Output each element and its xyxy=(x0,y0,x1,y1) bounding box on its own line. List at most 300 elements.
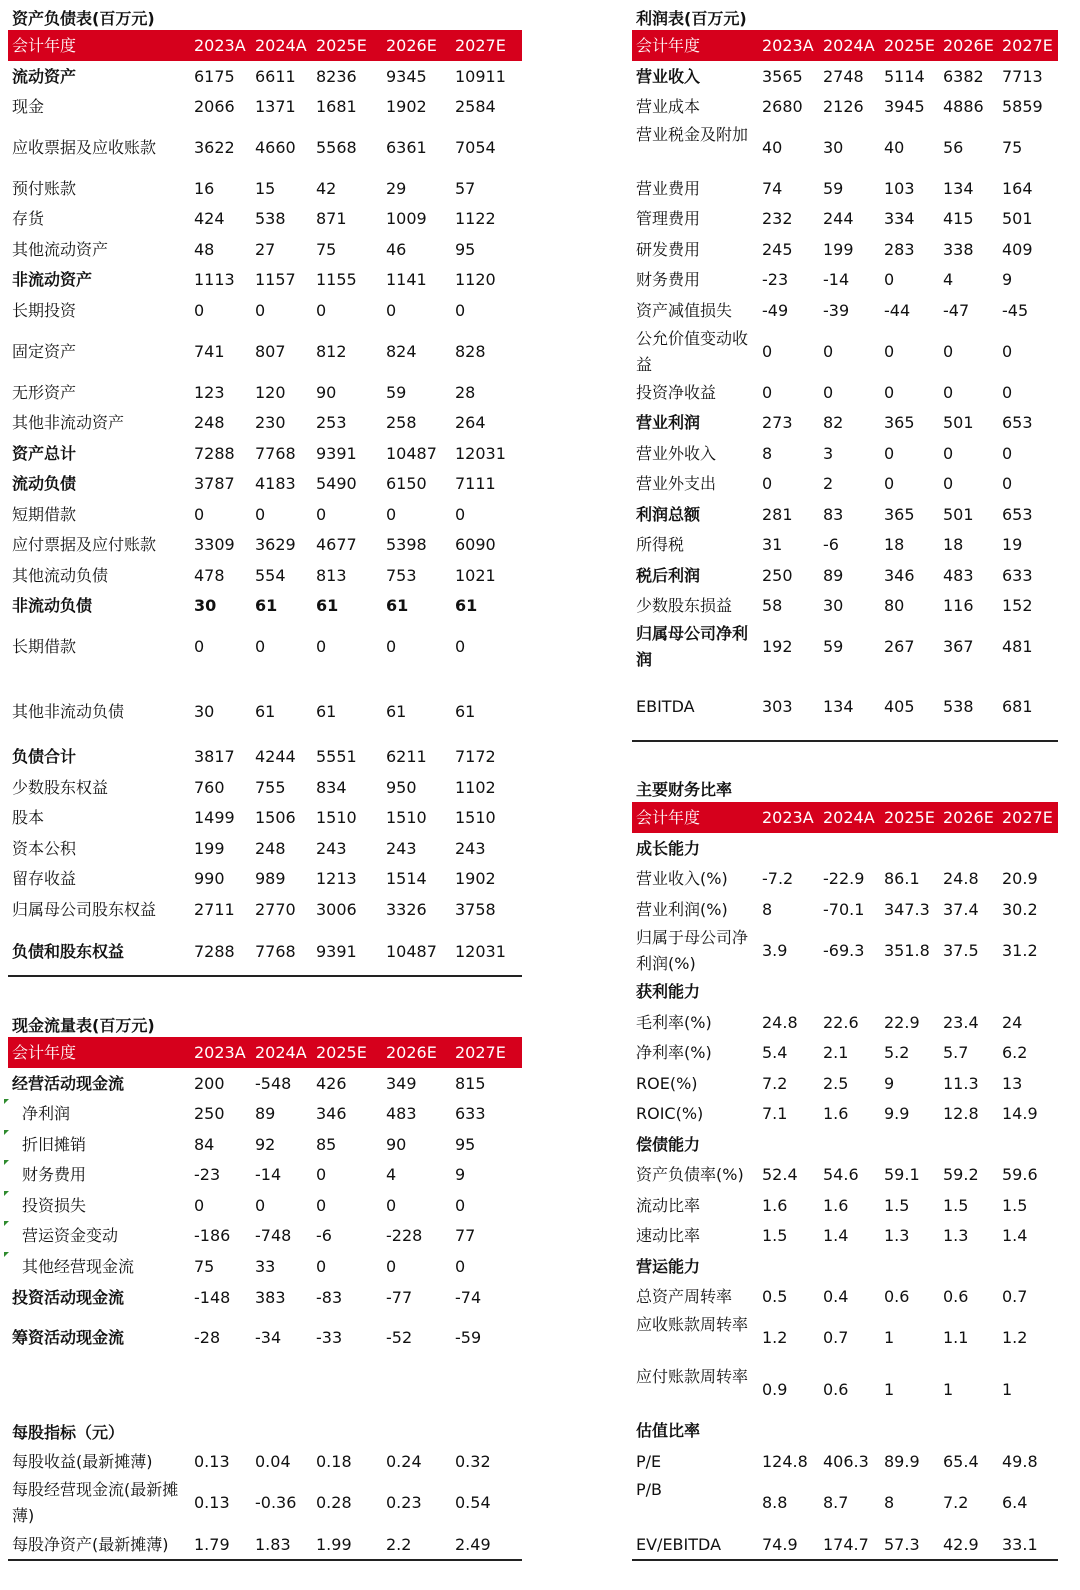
row-value: 273 xyxy=(762,413,793,432)
row-value: 1371 xyxy=(255,97,296,116)
row-value: 245 xyxy=(762,240,793,259)
table-row xyxy=(8,692,522,732)
row-value: 1499 xyxy=(194,808,235,827)
header-year-col: 2025E xyxy=(316,1043,367,1062)
row-value: 57 xyxy=(455,179,476,198)
header-year-col: 2023A xyxy=(194,36,246,55)
row-value: 95 xyxy=(455,1135,476,1154)
row-value: 4244 xyxy=(255,747,296,766)
row-value: 82 xyxy=(823,413,844,432)
table-row xyxy=(8,235,522,265)
row-value: 4 xyxy=(386,1165,397,1184)
row-label: 非流动资产 xyxy=(12,270,93,289)
row-value: 2770 xyxy=(255,900,296,919)
row-value: 30 xyxy=(823,596,844,615)
row-value: -77 xyxy=(386,1288,413,1307)
row-value: 0.32 xyxy=(455,1452,491,1471)
row-value: 4886 xyxy=(943,97,984,116)
row-value: 74.9 xyxy=(762,1535,798,1554)
row-value: 1 xyxy=(884,1328,895,1347)
row-value: 813 xyxy=(316,566,347,585)
table-row xyxy=(632,296,1058,326)
row-label: 长期投资 xyxy=(12,301,77,320)
row-value: 0.7 xyxy=(1002,1287,1028,1306)
header-year-col: 2026E xyxy=(943,36,994,55)
row-label: 流动比率 xyxy=(636,1196,701,1215)
row-value: 1.5 xyxy=(1002,1196,1028,1215)
table-row xyxy=(8,1530,522,1560)
row-value: -59 xyxy=(455,1328,482,1347)
row-value: 1902 xyxy=(455,869,496,888)
row-value: 2.49 xyxy=(455,1535,491,1554)
row-value: 1157 xyxy=(255,270,296,289)
row-value: 1514 xyxy=(386,869,427,888)
row-value: 812 xyxy=(316,342,347,361)
row-value: 7172 xyxy=(455,747,496,766)
row-label: 营业费用 xyxy=(636,179,701,198)
row-label: 少数股东损益 xyxy=(636,596,733,615)
row-value: 230 xyxy=(255,413,286,432)
row-value: 18 xyxy=(943,535,964,554)
header-year-col: 2027E xyxy=(455,36,506,55)
row-value: 0 xyxy=(1002,383,1013,402)
row-value: 347.3 xyxy=(884,900,930,919)
row-value: 828 xyxy=(455,342,486,361)
row-value: 243 xyxy=(316,839,347,858)
row-value: 59 xyxy=(823,179,844,198)
header-fiscal-year: 会计年度 xyxy=(12,1043,77,1062)
row-value: 59 xyxy=(386,383,407,402)
row-value: 0 xyxy=(884,383,895,402)
table-row xyxy=(8,1069,522,1099)
table-row xyxy=(632,977,1058,1007)
table-row xyxy=(632,92,1058,122)
row-value: 74 xyxy=(762,179,783,198)
row-value: 30.2 xyxy=(1002,900,1038,919)
table-row xyxy=(632,1252,1058,1282)
row-label: 速动比率 xyxy=(636,1226,701,1245)
row-value: 248 xyxy=(255,839,286,858)
header-year-col: 2023A xyxy=(762,808,814,827)
table-row xyxy=(632,1530,1058,1560)
row-value: 120 xyxy=(255,383,286,402)
row-value: 8 xyxy=(884,1493,895,1512)
row-value: 501 xyxy=(943,505,974,524)
row-value: 0 xyxy=(255,505,266,524)
row-label: 少数股东权益 xyxy=(12,778,109,797)
row-value: 10911 xyxy=(455,67,506,86)
row-value: 56 xyxy=(943,138,964,157)
row-value: 13 xyxy=(1002,1074,1023,1093)
table-row xyxy=(8,627,522,667)
row-value: 1.5 xyxy=(884,1196,910,1215)
row-value: 367 xyxy=(943,637,974,656)
table-header-bar xyxy=(8,30,522,61)
row-value: 30 xyxy=(823,138,844,157)
row-label: 成长能力 xyxy=(636,839,701,858)
green-corner-marker xyxy=(4,1191,9,1196)
row-label: 获利能力 xyxy=(636,982,701,1001)
row-value: 61 xyxy=(386,596,409,615)
row-value: 19 xyxy=(1002,535,1023,554)
row-value: 346 xyxy=(884,566,915,585)
table-row xyxy=(8,92,522,122)
row-value: 6175 xyxy=(194,67,235,86)
row-value: 200 xyxy=(194,1074,225,1093)
row-label: 公允价值变动收益 xyxy=(636,329,749,374)
row-value: 9 xyxy=(455,1165,466,1184)
row-value: 10487 xyxy=(386,942,437,961)
row-value: 103 xyxy=(884,179,915,198)
row-value: 264 xyxy=(455,413,486,432)
row-value: 406.3 xyxy=(823,1452,869,1471)
table-row xyxy=(632,122,1058,174)
row-value: 483 xyxy=(943,566,974,585)
row-value: 989 xyxy=(255,869,286,888)
row-value: 16 xyxy=(194,179,215,198)
table-row xyxy=(8,773,522,803)
row-value: 77 xyxy=(455,1226,476,1245)
row-label: 非流动负债 xyxy=(12,596,93,615)
row-value: 54.6 xyxy=(823,1165,859,1184)
row-label: 其他流动负债 xyxy=(12,566,109,585)
row-value: 7768 xyxy=(255,444,296,463)
row-value: 755 xyxy=(255,778,286,797)
row-value: 815 xyxy=(455,1074,486,1093)
table-row xyxy=(632,1008,1058,1038)
row-value: 31.2 xyxy=(1002,941,1038,960)
row-value: 0.9 xyxy=(762,1380,788,1399)
green-corner-marker xyxy=(4,1221,9,1226)
row-value: 61 xyxy=(455,596,478,615)
row-value: 250 xyxy=(194,1104,225,1123)
row-value: 753 xyxy=(386,566,417,585)
row-value: 1506 xyxy=(255,808,296,827)
row-value: 501 xyxy=(943,413,974,432)
row-value: 0 xyxy=(316,1165,327,1184)
row-value: 92 xyxy=(255,1135,276,1154)
row-label: 总资产周转率 xyxy=(636,1287,733,1306)
row-value: 7713 xyxy=(1002,67,1043,86)
section-divider-line xyxy=(632,740,1058,742)
row-value: 4677 xyxy=(316,535,357,554)
row-value: 0 xyxy=(884,444,895,463)
table-row xyxy=(8,469,522,499)
row-label: 存货 xyxy=(12,209,45,228)
row-value: 5490 xyxy=(316,474,357,493)
row-value: 12.8 xyxy=(943,1104,979,1123)
table-row xyxy=(8,834,522,864)
row-label: 留存收益 xyxy=(12,869,77,888)
row-value: 85 xyxy=(316,1135,337,1154)
table-row xyxy=(632,1312,1058,1364)
row-value: -228 xyxy=(386,1226,423,1245)
row-value: 31 xyxy=(762,535,783,554)
row-value: -748 xyxy=(255,1226,292,1245)
table-row xyxy=(8,408,522,438)
section-title: 资产负债表(百万元) xyxy=(12,9,155,28)
row-value: 0 xyxy=(194,637,205,656)
row-value: 0 xyxy=(386,505,397,524)
table-row xyxy=(8,1447,522,1477)
header-year-col: 2026E xyxy=(386,36,437,55)
row-value: 1.4 xyxy=(1002,1226,1028,1245)
row-value: 3.9 xyxy=(762,941,788,960)
table-row xyxy=(632,469,1058,499)
row-value: 0 xyxy=(943,444,954,463)
row-value: 365 xyxy=(884,413,915,432)
row-value: -0.36 xyxy=(255,1493,297,1512)
row-value: 7288 xyxy=(194,444,235,463)
row-value: 244 xyxy=(823,209,854,228)
section-divider-line xyxy=(8,1559,522,1561)
row-value: 24.8 xyxy=(762,1013,798,1032)
row-label: 每股净资产(最新摊薄) xyxy=(12,1535,169,1554)
row-label: 营运资金变动 xyxy=(22,1226,119,1245)
row-value: 409 xyxy=(1002,240,1033,259)
table-row xyxy=(8,932,522,972)
table-row xyxy=(8,378,522,408)
row-value: 3309 xyxy=(194,535,235,554)
row-label: ROIC(%) xyxy=(636,1104,704,1123)
row-value: 0.13 xyxy=(194,1493,230,1512)
row-label: 营业税金及附加 xyxy=(636,125,749,144)
row-value: 80 xyxy=(884,596,905,615)
table-row xyxy=(632,864,1058,894)
table-row xyxy=(8,864,522,894)
row-value: 61 xyxy=(316,702,337,721)
section-divider-line xyxy=(8,975,522,977)
row-value: 0 xyxy=(884,270,895,289)
row-value: 0 xyxy=(386,637,397,656)
row-value: 0 xyxy=(943,383,954,402)
row-label: 资产减值损失 xyxy=(636,301,733,320)
table-row xyxy=(8,1477,522,1529)
row-value: 2.5 xyxy=(823,1074,849,1093)
row-label: 营业成本 xyxy=(636,97,701,116)
row-label: 归属于母公司净利润(%) xyxy=(636,928,749,973)
table-row xyxy=(632,925,1058,977)
row-value: 1510 xyxy=(455,808,496,827)
table-row xyxy=(8,1283,522,1313)
row-label: 营运能力 xyxy=(636,1257,701,1276)
row-value: 27 xyxy=(255,240,276,259)
row-value: 5114 xyxy=(884,67,925,86)
row-value: 1141 xyxy=(386,270,427,289)
row-label: 其他非流动资产 xyxy=(12,413,125,432)
row-value: 61 xyxy=(455,702,476,721)
row-value: 760 xyxy=(194,778,225,797)
row-value: 134 xyxy=(823,697,854,716)
row-value: 0 xyxy=(316,301,327,320)
table-row xyxy=(632,1069,1058,1099)
row-value: 5.2 xyxy=(884,1043,910,1062)
row-label: 营业收入 xyxy=(636,67,701,86)
row-value: 3 xyxy=(823,444,834,463)
row-value: 633 xyxy=(1002,566,1033,585)
row-value: 7054 xyxy=(455,138,496,157)
row-value: 28 xyxy=(455,383,476,402)
row-value: 6150 xyxy=(386,474,427,493)
row-value: 3326 xyxy=(386,900,427,919)
row-label: 股本 xyxy=(12,808,45,827)
header-year-col: 2024A xyxy=(255,1043,307,1062)
row-value: 0 xyxy=(455,1257,466,1276)
row-value: 0 xyxy=(762,474,773,493)
row-label: 资本公积 xyxy=(12,839,77,858)
row-value: 2711 xyxy=(194,900,235,919)
green-corner-marker xyxy=(4,1099,9,1104)
header-year-col: 2024A xyxy=(255,36,307,55)
row-value: -45 xyxy=(1002,301,1029,320)
table-row xyxy=(8,561,522,591)
row-label: 长期借款 xyxy=(12,637,77,656)
row-value: 0 xyxy=(943,474,954,493)
row-value: 22.6 xyxy=(823,1013,859,1032)
header-year-col: 2024A xyxy=(823,36,875,55)
row-value: 12031 xyxy=(455,444,506,463)
row-value: 0 xyxy=(255,637,266,656)
row-value: 1.6 xyxy=(762,1196,788,1215)
row-label: 资产总计 xyxy=(12,444,77,463)
table-row xyxy=(8,1252,522,1282)
row-label: 利润总额 xyxy=(636,505,701,524)
table-row xyxy=(632,1099,1058,1129)
row-value: 124.8 xyxy=(762,1452,808,1471)
row-value: 0.6 xyxy=(823,1380,849,1399)
row-value: 1113 xyxy=(194,270,235,289)
row-label: 折旧摊销 xyxy=(22,1135,87,1154)
row-value: 75 xyxy=(1002,138,1023,157)
row-label: 毛利率(%) xyxy=(636,1013,712,1032)
row-value: 1.79 xyxy=(194,1535,230,1554)
table-row xyxy=(632,265,1058,295)
row-value: 9391 xyxy=(316,444,357,463)
row-label: P/E xyxy=(636,1452,662,1471)
row-value: 42 xyxy=(316,179,337,198)
row-value: 0 xyxy=(1002,444,1013,463)
table-row xyxy=(632,439,1058,469)
row-value: 7.1 xyxy=(762,1104,788,1123)
row-value: 478 xyxy=(194,566,225,585)
row-value: 0 xyxy=(255,1196,266,1215)
row-value: 1120 xyxy=(455,270,496,289)
table-row xyxy=(632,408,1058,438)
table-row xyxy=(632,591,1058,621)
row-value: 0 xyxy=(316,637,327,656)
row-value: 1021 xyxy=(455,566,496,585)
row-value: 0 xyxy=(386,1196,397,1215)
row-value: 243 xyxy=(455,839,486,858)
row-value: 83 xyxy=(823,505,844,524)
row-value: 248 xyxy=(194,413,225,432)
row-value: -28 xyxy=(194,1328,221,1347)
table-row xyxy=(8,439,522,469)
row-value: 8.8 xyxy=(762,1493,788,1512)
row-label: 所得税 xyxy=(636,535,685,554)
table-row xyxy=(632,1191,1058,1221)
row-value: 199 xyxy=(823,240,854,259)
row-value: 6382 xyxy=(943,67,984,86)
header-year-col: 2025E xyxy=(884,36,935,55)
row-value: -23 xyxy=(762,270,789,289)
row-value: 1.4 xyxy=(823,1226,849,1245)
row-value: 4 xyxy=(943,270,954,289)
header-year-col: 2023A xyxy=(762,36,814,55)
row-value: 30 xyxy=(194,596,217,615)
row-value: 2 xyxy=(823,474,834,493)
row-value: 253 xyxy=(316,413,347,432)
green-corner-marker xyxy=(4,1130,9,1135)
row-value: 1009 xyxy=(386,209,427,228)
header-fiscal-year: 会计年度 xyxy=(636,36,701,55)
row-label: 净利率(%) xyxy=(636,1043,712,1062)
row-value: 351.8 xyxy=(884,941,930,960)
section-title: 主要财务比率 xyxy=(636,780,733,799)
row-value: 199 xyxy=(194,839,225,858)
row-value: 3629 xyxy=(255,535,296,554)
row-value: -47 xyxy=(943,301,970,320)
row-value: 48 xyxy=(194,240,215,259)
row-value: 4660 xyxy=(255,138,296,157)
row-value: 871 xyxy=(316,209,347,228)
row-value: 3622 xyxy=(194,138,235,157)
row-label: 财务费用 xyxy=(22,1165,87,1184)
row-value: 1510 xyxy=(316,808,357,827)
row-value: 0 xyxy=(455,637,466,656)
row-value: 192 xyxy=(762,637,793,656)
row-value: 349 xyxy=(386,1074,417,1093)
row-value: 334 xyxy=(884,209,915,228)
table-row xyxy=(632,204,1058,234)
row-value: 9 xyxy=(884,1074,895,1093)
row-label: 应付账款周转率 xyxy=(636,1367,749,1386)
table-row xyxy=(8,204,522,234)
row-value: 426 xyxy=(316,1074,347,1093)
row-value: 90 xyxy=(386,1135,407,1154)
row-value: 1.3 xyxy=(884,1226,910,1245)
row-value: 6090 xyxy=(455,535,496,554)
row-label: 税后利润 xyxy=(636,566,701,585)
row-value: 0.4 xyxy=(823,1287,849,1306)
row-value: 0 xyxy=(255,301,266,320)
row-value: 2126 xyxy=(823,97,864,116)
row-value: 1122 xyxy=(455,209,496,228)
row-value: 1.83 xyxy=(255,1535,291,1554)
row-label: 归属母公司股东权益 xyxy=(12,900,157,919)
table-row xyxy=(8,174,522,204)
table-row xyxy=(8,265,522,295)
row-value: 23.4 xyxy=(943,1013,979,1032)
row-value: 1.3 xyxy=(943,1226,969,1245)
row-value: 65.4 xyxy=(943,1452,979,1471)
row-label: 每股经营现金流(最新摊薄) xyxy=(12,1480,179,1525)
row-value: 75 xyxy=(316,240,337,259)
row-value: 59.2 xyxy=(943,1165,979,1184)
row-value: 3817 xyxy=(194,747,235,766)
row-value: 1.2 xyxy=(1002,1328,1028,1347)
row-value: 0 xyxy=(1002,342,1013,361)
row-value: -6 xyxy=(316,1226,332,1245)
row-label: 负债合计 xyxy=(12,747,77,766)
row-label: 其他非流动负债 xyxy=(12,702,125,721)
table-row xyxy=(632,326,1058,378)
row-value: 483 xyxy=(386,1104,417,1123)
row-label: 应收票据及应收账款 xyxy=(12,138,157,157)
table-row xyxy=(632,895,1058,925)
table-row xyxy=(632,561,1058,591)
section-title: 每股指标（元） xyxy=(12,1423,125,1442)
